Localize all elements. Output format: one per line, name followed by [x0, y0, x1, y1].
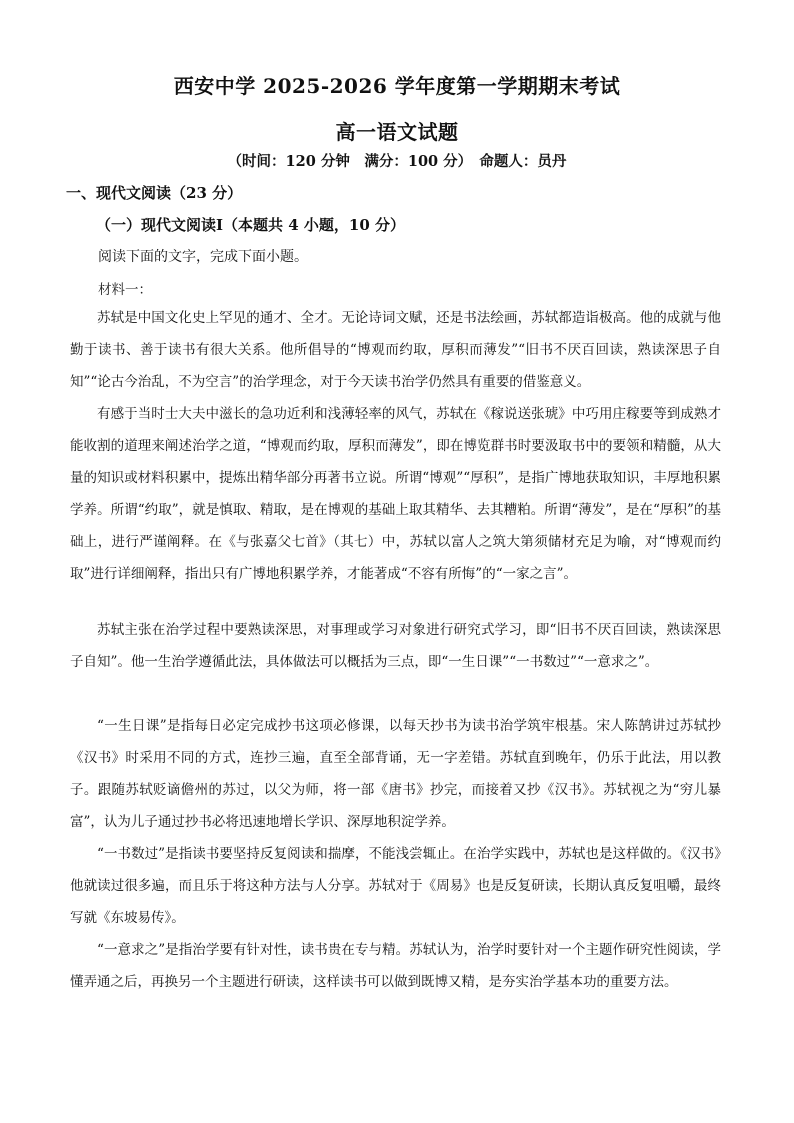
exam-title: 西安中学 2025-2026 学年度第一学期期末考试	[173, 74, 621, 98]
paragraph-4: “一生日课”是指每日必定完成抄书这项必修课，以每天抄书为读书治学筑牢根基。宋人陈鹄讲过苏轼抄《汉书》时采用不同的方式，连抄三遍，直至全部背诵，无一字差错。苏轼直到晚年，仍乐于此法，用以教子。跟随苏轼贬谪儋州的苏过，以父为师，将一部《唐书》抄完，而接着又抄《汉书》。苏轼视之为“穷儿暴富”，认为儿子通过抄书必将迅速地增长学识、深厚地积淀学养。	[70, 718, 721, 830]
paragraph-6: “一意求之”是指治学要有针对性，读书贵在专与精。苏轼认为，治学时要针对一个主题作研究性阅读，学懂弄通之后，再换另一个主题进行研读，这样读书可以做到既博又精，是夯实治学基本功的重要方法。	[70, 942, 721, 990]
paragraph-3: 苏轼主张在治学过程中要熟读深思，对事理或学习对象进行研究式学习，即“旧书不厌百回读，熟读深思子自知”。他一生治学遵循此法，具体做法可以概括为三点，即“一生日课”“一书数过”“一意求之”。	[70, 622, 721, 670]
exam-subject-title: 高一语文试题	[335, 120, 459, 144]
exam-info: （时间：120 分钟 满分：100 分） 命题人：员丹	[227, 153, 567, 170]
paragraph-1: 苏轼是中国文化史上罕见的通才、全才。无论诗词文赋，还是书法绘画，苏轼都造诣极高。他的成就与他勤于读书、善于读书有很大关系。他所倡导的“博观而约取，厚积而薄发”“旧书不厌百回读，熟读深思子自知”“论古今治乱，不为空言”的治学理念，对于今天读书治学仍然具有重要的借鉴意义。	[70, 310, 721, 390]
reading-instruction: 阅读下面的文字，完成下面小题。	[98, 249, 308, 265]
material-label: 材料一：	[98, 282, 152, 298]
paragraph-5: “一书数过”是指读书要坚持反复阅读和揣摩，不能浅尝辄止。在治学实践中，苏轼也是这样做的。《汉书》他就读过很多遍，而且乐于将这种方法与人分享。苏轼对于《周易》也是反复研读，长期认真反复咀嚼，最终写就《东坡易传》。	[70, 846, 721, 926]
section-heading: 一、现代文阅读（23 分）	[66, 184, 243, 202]
paragraph-2: 有感于当时士大夫中滋长的急功近利和浅薄轻率的风气，苏轼在《稼说送张琥》中巧用庄稼要等到成熟才能收割的道理来阐述治学之道，“博观而约取，厚积而薄发”，即在博览群书时要汲取书中的要领和精髓，从大量的知识或材料积累中，提炼出精华部分再著书立说。所谓“博观”“厚积”，是指广博地获取知识，丰厚地积累学养。所谓“约取”，就是慎取、精取，是在博观的基础上取其精华、去其糟粕。所谓“薄发”，是在“厚积”的基础上，进行严谨阐释。在《与张嘉父七首》（其七）中，苏轼以富人之筑大第须储材充足为喻，对“博观而约取”进行详细阐释，指出只有广博地积累学养，才能著成“不容有所悔”的“一家之言”。	[70, 406, 721, 582]
subsection-heading: （一）现代文阅读Ⅰ（本题共 4 小题，10 分）	[96, 216, 405, 234]
